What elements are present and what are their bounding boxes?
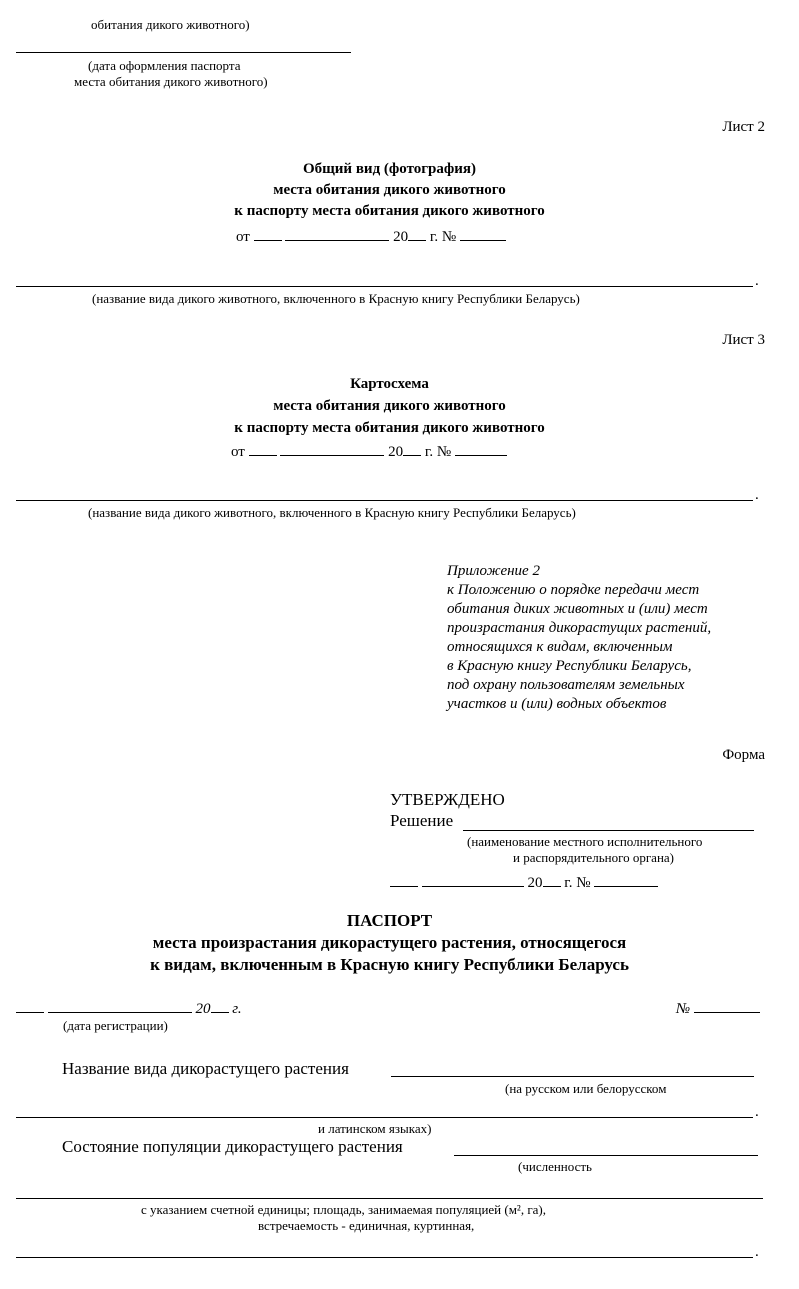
number-sign: № (676, 1001, 691, 1017)
sheet2-date-line (236, 226, 506, 246)
sheet3-caption: (название вида дикого животного, включенного в Красную книгу Республики Беларусь) (88, 505, 576, 520)
species-period: . (755, 1104, 759, 1120)
appendix-line: Приложение 2 (447, 563, 540, 579)
sheet3-label: Лист 3 (722, 332, 765, 348)
sheet3-title-2: места обитания дикого животного (273, 398, 506, 414)
sheet3-from: от (231, 444, 245, 460)
date-caption-2: места обитания дикого животного) (74, 74, 268, 89)
approval-caption-2: и распорядительного органа) (513, 850, 674, 865)
habitat-caption-tail: обитания дикого животного) (91, 17, 250, 32)
species-line (391, 1076, 754, 1077)
form-label: Форма (722, 747, 765, 763)
reg-number-blank (694, 998, 760, 1013)
passport-title: ПАСПОРТ (346, 911, 433, 930)
sheet2-month-blank (285, 226, 389, 241)
population-period: . (755, 1244, 759, 1260)
sheet2-label: Лист 2 (722, 119, 765, 135)
sheet3-year: 20 (388, 444, 404, 460)
sheet3-title-3: к паспорту места обитания дикого животного (234, 420, 545, 436)
reg-year-suffix: г. (232, 1001, 242, 1017)
sheet2-year: 20 (393, 229, 409, 245)
registration-number (676, 998, 760, 1018)
sheet3-year-blank (403, 441, 421, 456)
decision-label: Решение (390, 811, 454, 830)
sheet2-caption: (название вида дикого животного, включенного в Красную книгу Республики Беларусь) (92, 291, 580, 306)
approval-year-suffix: г. № (564, 875, 591, 891)
sheet3-date-line (231, 441, 507, 461)
appendix-line: к Положению о порядке передачи мест (447, 582, 700, 598)
population-line-2 (16, 1198, 763, 1199)
registration-caption: (дата регистрации) (63, 1018, 168, 1033)
appendix-line: относящихся к видам, включенным (447, 639, 673, 655)
approval-number-blank (594, 872, 658, 887)
passport-subtitle-1: места произрастания дикорастущего растения, относящегося (152, 933, 627, 952)
approval-day-blank (390, 872, 418, 887)
registration-date-line (16, 998, 242, 1018)
sheet3-year-suffix: г. № (424, 444, 452, 460)
population-label: Состояние популяции дикорастущего растения (62, 1137, 403, 1156)
date-caption-1: (дата оформления паспорта (88, 58, 241, 73)
population-line-3 (16, 1257, 753, 1258)
approval-caption-1: (наименование местного исполнительного (467, 834, 703, 849)
sheet3-title-1: Картосхема (350, 376, 429, 392)
sheet3-day-blank (249, 441, 277, 456)
sheet3-month-blank (280, 441, 384, 456)
species-line-2 (16, 1117, 753, 1118)
sheet2-day-blank (254, 226, 282, 241)
reg-year: 20 (195, 1001, 211, 1017)
approval-month-blank (422, 872, 524, 887)
sheet2-title-2: места обитания дикого животного (273, 182, 506, 198)
date-line (16, 52, 351, 53)
sheet2-name-line (16, 286, 753, 287)
species-caption-1: (на русском или белорусском (505, 1081, 667, 1096)
reg-year-blank (211, 998, 229, 1013)
appendix-line: в Красную книгу Республики Беларусь, (447, 658, 692, 674)
population-caption-3: встречаемость - единичная, куртинная, (258, 1218, 475, 1233)
appendix-line: произрастания дикорастущих растений, (447, 620, 712, 636)
population-line (454, 1155, 758, 1156)
sheet2-year-blank (408, 226, 426, 241)
approval-date-line (390, 872, 658, 892)
passport-subtitle-2: к видам, включенным в Красную книгу Республики Беларусь (150, 955, 629, 974)
reg-month-blank (48, 998, 192, 1013)
reg-day-blank (16, 998, 44, 1013)
approval-year: 20 (527, 875, 543, 891)
species-label: Название вида дикорастущего растения (62, 1059, 349, 1078)
approved-heading: УТВЕРЖДЕНО (390, 790, 505, 809)
sheet2-title-3: к паспорту места обитания дикого животного (234, 203, 545, 219)
appendix-line: обитания диких животных и (или) мест (447, 601, 708, 617)
population-caption-1: (численность (518, 1159, 592, 1174)
appendix-line: участков и (или) водных объектов (447, 696, 667, 712)
appendix-block (447, 562, 711, 714)
sheet3-period: . (755, 487, 759, 503)
sheet3-number-blank (455, 441, 507, 456)
sheet2-year-suffix: г. № (429, 229, 457, 245)
sheet2-from: от (236, 229, 250, 245)
sheet2-period: . (755, 273, 759, 289)
sheet2-number-blank (460, 226, 506, 241)
appendix-line: под охрану пользователям земельных (447, 677, 685, 693)
population-caption-2: с указанием счетной единицы; площадь, занимаемая популяцией (м², га), (141, 1202, 547, 1217)
sheet2-title-1: Общий вид (фотография) (302, 161, 477, 177)
species-caption-2: и латинском языках) (318, 1121, 432, 1136)
approval-year-blank (543, 872, 561, 887)
sheet3-name-line (16, 500, 753, 501)
decision-line (463, 830, 754, 831)
